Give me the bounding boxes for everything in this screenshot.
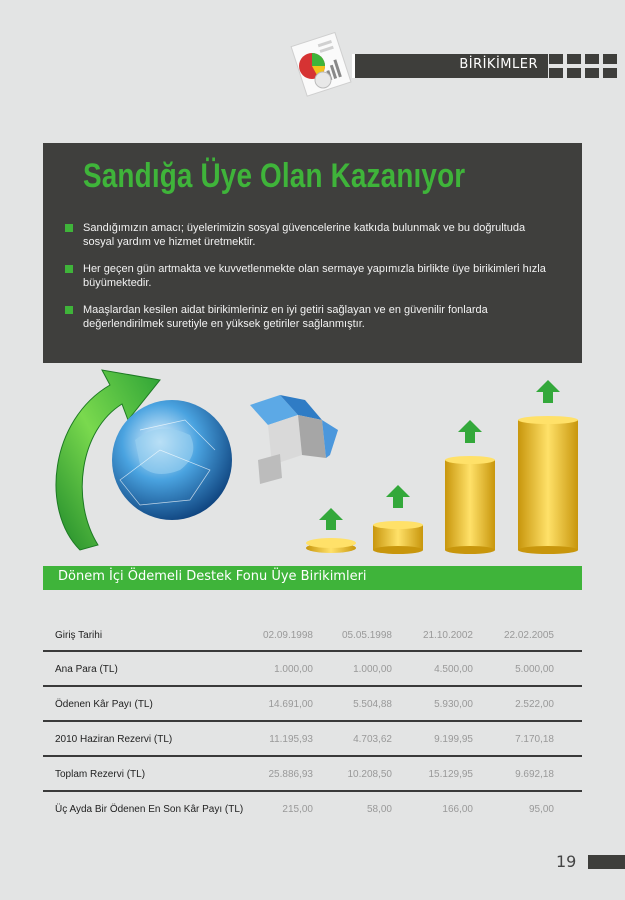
footer-decorative-bar	[588, 855, 625, 869]
bullet-text: Her geçen gün artmakta ve kuvvetlenmekte olan sermaye yapımızla birlikte üye birikimleri hızla büyümektedir.	[83, 263, 546, 289]
table-cell: 22.02.2005	[503, 630, 554, 641]
table-section-header	[43, 566, 582, 590]
bullet-text: Sandığımızın amacı; üyelerimizin sosyal güvencelerine katkıda bulunmak ve bu doğrultuda sosyal yardım ve hizmet üretmektir.	[83, 222, 526, 248]
globe-icon	[112, 400, 232, 520]
table-cell: 02.09.1998	[262, 630, 313, 641]
table-cell: 05.05.1998	[341, 630, 392, 641]
table-cell: 5.930,00	[434, 699, 473, 710]
table-row	[43, 620, 582, 652]
row-label: Ödenen Kâr Payı (TL)	[55, 699, 153, 710]
cube-blocks-icon	[250, 395, 338, 484]
bullet-square-icon	[65, 224, 73, 232]
table-cell: 1.000,00	[274, 664, 313, 675]
table-cell: 14.691,00	[268, 699, 313, 710]
table-row	[43, 689, 582, 722]
table-row	[43, 759, 582, 792]
row-label: 2010 Haziran Rezervi (TL)	[55, 734, 173, 745]
table-cell: 15.129,95	[428, 769, 473, 780]
intro-bullet-list	[65, 221, 555, 344]
coin-stack-2-icon	[373, 485, 423, 554]
table-row	[43, 794, 582, 825]
bullet-item	[65, 221, 555, 249]
bullet-square-icon	[65, 265, 73, 273]
table-cell: 215,00	[282, 804, 313, 815]
table-cell: 5.000,00	[515, 664, 554, 675]
table-cell: 11.195,93	[269, 734, 313, 745]
table-cell: 58,00	[366, 804, 392, 815]
row-label: Üç Ayda Bir Ödenen En Son Kâr Payı (TL)	[55, 804, 244, 815]
table-cell: 25.886,93	[268, 769, 313, 780]
section-header-bar	[352, 54, 548, 78]
table-section-title: Dönem İçi Ödemeli Destek Fonu Üye Birikimleri	[58, 569, 367, 584]
bullet-item	[65, 262, 555, 290]
table-cell: 166,00	[442, 804, 473, 815]
table-row	[43, 724, 582, 757]
table-cell: 95,00	[528, 804, 554, 815]
table-cell: 9.199,95	[434, 734, 473, 745]
table-cell: 10.208,50	[347, 769, 392, 780]
table-cell: 2.522,00	[515, 699, 554, 710]
section-label: BİRİKİMLER	[459, 57, 538, 72]
table-cell: 21.10.2002	[422, 630, 473, 641]
header-decorative-squares	[549, 54, 625, 78]
growth-illustration	[40, 360, 600, 565]
row-label: Giriş Tarihi	[55, 630, 103, 641]
bullet-square-icon	[65, 306, 73, 314]
savings-table	[43, 620, 582, 827]
table-cell: 4.500,00	[434, 664, 473, 675]
bullet-text: Maaşlardan kesilen aidat birikimleriniz en iyi getiri sağlayan ve en güvenilir fonlarda değerlendirilmek suretiyle en yüksek getiriler sağlanmıştır.	[83, 304, 488, 330]
coin-stack-4-icon	[518, 380, 578, 554]
table-cell: 5.504,88	[353, 699, 392, 710]
table-cell: 1.000,00	[353, 664, 392, 675]
coin-stack-3-icon	[445, 420, 495, 554]
intro-panel	[43, 143, 582, 363]
page-title: Sandığa Üye Olan Kazanıyor	[83, 157, 466, 195]
document-chart-logo	[288, 30, 356, 98]
bullet-item	[65, 303, 555, 331]
page-number: 19	[556, 852, 577, 871]
row-label: Ana Para (TL)	[55, 664, 118, 675]
table-cell: 7.170,18	[515, 734, 554, 745]
table-cell: 9.692,18	[515, 769, 554, 780]
coin-stack-1-icon	[306, 508, 356, 553]
table-row	[43, 654, 582, 687]
table-cell: 4.703,62	[353, 734, 392, 745]
row-label: Toplam Rezervi (TL)	[55, 769, 146, 780]
